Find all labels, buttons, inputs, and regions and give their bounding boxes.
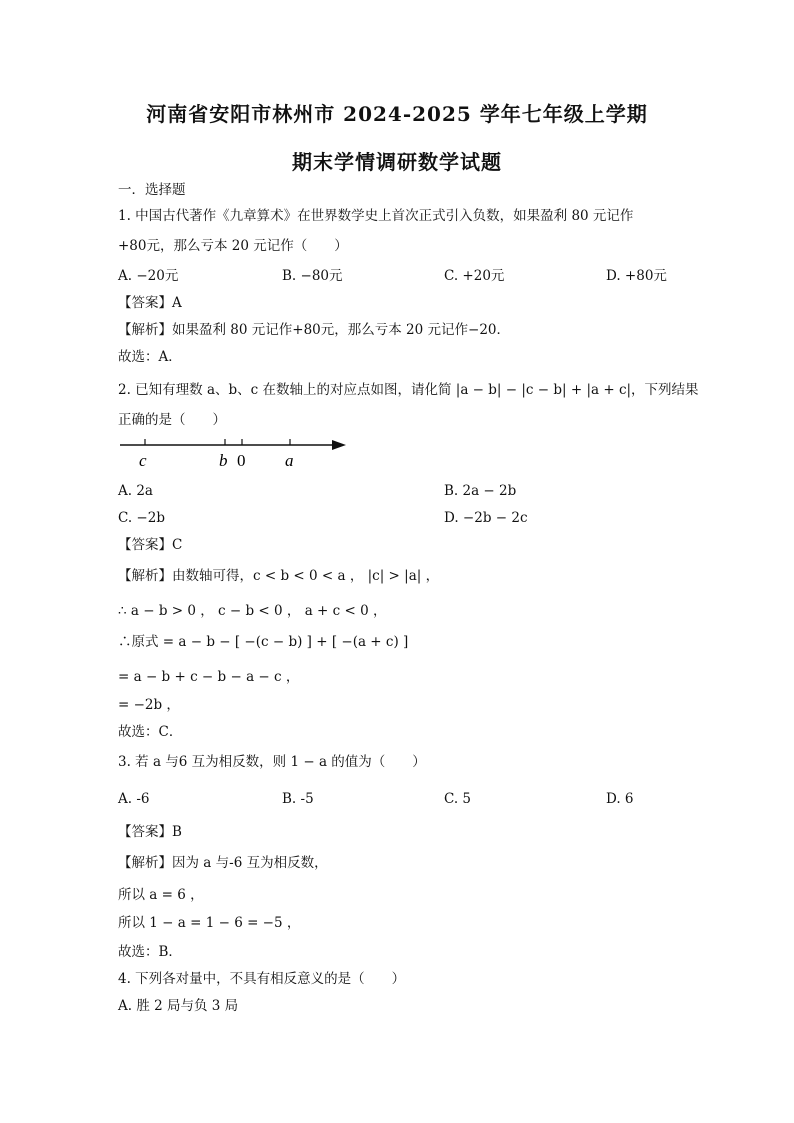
- page-title-line2: 期末学情调研数学试题: [292, 150, 502, 174]
- label-0: 0: [237, 451, 246, 470]
- q3-step2: 所以 1 − a = 1 − 6 = −5 ，: [118, 915, 301, 931]
- q3-analysis-text: 因为 a 与-6 互为相反数，: [172, 855, 328, 871]
- q2-analysis: [118, 567, 439, 585]
- q2-stem-line2: 正确的是（ ）: [118, 412, 226, 428]
- q2-step2: ∴原式 = a − b − [ −(c − b) ] + [ −(a + c) ]: [118, 634, 409, 650]
- q1-conclusion: 故选：A．: [118, 349, 182, 365]
- q3-conclusion: 故选：B．: [118, 944, 182, 960]
- q2-analysis-text: 由数轴可得，c < b < 0 < a ， |c| > |a| ，: [172, 568, 440, 584]
- q3-analysis: [118, 854, 328, 872]
- q3-stem: 3. 若 a 与6 互为相反数，则 1 − a 的值为（ ）: [118, 754, 426, 770]
- q2-option-d: D. −2b − 2c: [444, 510, 528, 526]
- q4-stem: 4. 下列各对量中，不具有相反意义的是（ ）: [118, 971, 406, 987]
- label-b: b: [219, 451, 228, 470]
- q1-stem-line2: +80元，那么亏本 20 元记作（ ）: [118, 238, 348, 254]
- q3-option-b: B. -5: [282, 791, 314, 807]
- q2-answer-value: C: [172, 537, 183, 553]
- q1-option-c: C. +20元: [444, 268, 505, 284]
- answer-tag: 【答案】: [118, 824, 172, 840]
- q3-answer-value: B: [172, 824, 182, 840]
- q1-analysis: [118, 321, 510, 339]
- q2-answer: [118, 536, 182, 554]
- q3-option-c: C. 5: [444, 791, 472, 807]
- q1-answer-value: A: [172, 295, 182, 311]
- q1-answer: [118, 294, 182, 312]
- answer-tag: 【答案】: [118, 537, 172, 553]
- label-a: a: [285, 451, 294, 470]
- section-heading: 一．选择题: [118, 182, 186, 198]
- q2-conclusion: 故选：C．: [118, 724, 183, 740]
- q1-option-d: D. +80元: [606, 268, 667, 284]
- q2-option-c: C. −2b: [118, 510, 165, 526]
- number-line-arrow: [332, 440, 346, 450]
- q4-option-a: A. 胜 2 局与负 3 局: [118, 998, 239, 1014]
- analysis-tag: 【解析】: [118, 322, 172, 338]
- q3-step1: 所以 a = 6 ，: [118, 887, 204, 903]
- q2-option-a: A. 2a: [118, 483, 153, 499]
- q1-stem-line1: 1. 中国古代著作《九章算术》在世界数学史上首次正式引入负数，如果盈利 80 元记作: [118, 208, 634, 224]
- q2-option-b: B. 2a − 2b: [444, 483, 517, 499]
- q3-option-a: A. -6: [118, 791, 150, 807]
- q3-option-d: D. 6: [606, 791, 634, 807]
- q2-stem-line1: 2. 已知有理数 a、b、c 在数轴上的对应点如图，请化简 |a − b| − |c − b| + |a + c|，下列结果: [118, 382, 699, 398]
- answer-tag: 【答案】: [118, 295, 172, 311]
- q1-option-b: B. −80元: [282, 268, 343, 284]
- q2-step4: = −2b ，: [118, 697, 180, 713]
- q2-step1: ∴ a − b > 0 ， c − b < 0 ， a + c < 0 ，: [118, 603, 387, 619]
- number-line-figure: [118, 432, 353, 474]
- q2-step3: = a − b + c − b − a − c ，: [118, 669, 300, 685]
- q1-analysis-text: 如果盈利 80 元记作+80元，那么亏本 20 元记作−20．: [172, 322, 511, 338]
- q3-answer: [118, 823, 182, 841]
- label-c: c: [139, 451, 147, 470]
- page-title-line1: 河南省安阳市林州市 2024-2025 学年七年级上学期: [146, 102, 648, 126]
- q1-option-a: A. −20元: [118, 268, 179, 284]
- analysis-tag: 【解析】: [118, 568, 172, 584]
- analysis-tag: 【解析】: [118, 855, 172, 871]
